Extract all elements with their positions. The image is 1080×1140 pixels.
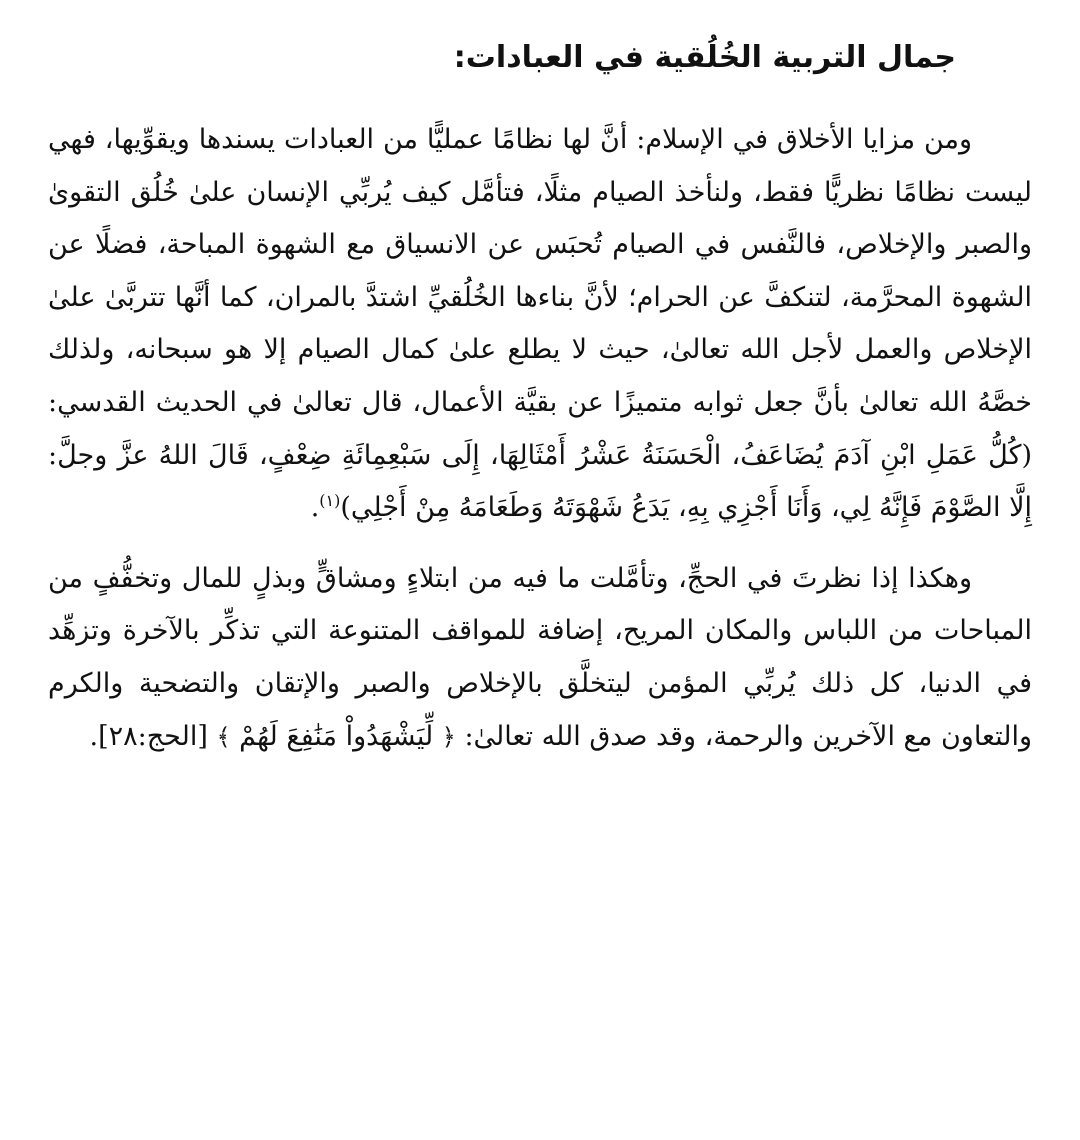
paragraph-fasting-text: ومن مزايا الأخلاق في الإسلام: أنَّ لها نظامًا عمليًّا من العبادات يسندها ويقوِّيها، فهي ليست نظامًا نظريًّا فقط، ولنأخذ الصيام مثلًا، فتأمَّل كيف يُربِّي الإنسان علىٰ خُلُق التقوىٰ والصبر والإخلاص، فالنَّفس في الصيام تُحبَس عن الانسياق مع الشهوة المباحة، فضلًا عن الشهوة المحرَّمة، لتنكفَّ عن الحرام؛ لأنَّ بناءها الخُلُقيِّ اشتدَّ بالمران، كما أنَّها تتربَّىٰ علىٰ الإخلاص والعمل لأجل الله تعالىٰ، حيث لا يطلع علىٰ كمال الصيام إلا هو سبحانه، ولذلك خصَّهُ الله تعالىٰ بأنَّ جعل ثوابه متميزًا عن بقيَّة الأعمال، قال تعالىٰ في الحديث القدسي: (كُلُّ عَمَلِ ابْنِ آدَمَ يُضَاعَفُ، الْحَسَنَةُ عَشْرُ أَمْثَالِهَا، إِلَى سَبْعِمِائَةِ ضِعْفٍ، قَالَ اللهُ عزَّ وجلَّ: إِلَّا الصَّوْمَ فَإِنَّهُ لِي، وَأَنَا أَجْزِي بِهِ، يَدَعُ شَهْوَتَهُ وَطَعَامَهُ مِنْ أَجْلِي) xyxy=(48,124,1032,524)
section-heading: جمال التربية الخُلُقية في العبادات: xyxy=(453,40,956,75)
paragraph-hajj-text: وهكذا إذا نظرتَ في الحجِّ، وتأمَّلت ما فيه من ابتلاءٍ ومشاقٍّ وبذلٍ للمال وتخفُّفٍ من المباحات من اللباس والمكان المريح، إضافة للمواقف المتنوعة التي تذكِّر بالآخرة وتزهِّد في الدنيا، كل ذلك يُربِّي المؤمن ليتخلَّق بالإخلاص والصبر والإتقان والتضحية والكرم والتعاون مع الآخرين والرحمة، وقد صدق الله تعالىٰ: xyxy=(48,562,1032,752)
quran-bracket-close: ﴾ xyxy=(216,722,231,751)
paragraph-hajj xyxy=(48,553,1032,763)
quran-verse: لِّيَشْهَدُواْ مَنَٰفِعَ لَهُمْ xyxy=(239,720,434,752)
paragraph-end-mark: . xyxy=(310,492,320,524)
verse-citation: [الحج:٢٨]. xyxy=(89,720,208,752)
paragraph-fasting xyxy=(48,114,1032,535)
quran-bracket-open: ﴿ xyxy=(441,722,456,751)
footnote-reference[interactable]: (١) xyxy=(319,491,341,511)
book-page xyxy=(48,28,1032,1118)
